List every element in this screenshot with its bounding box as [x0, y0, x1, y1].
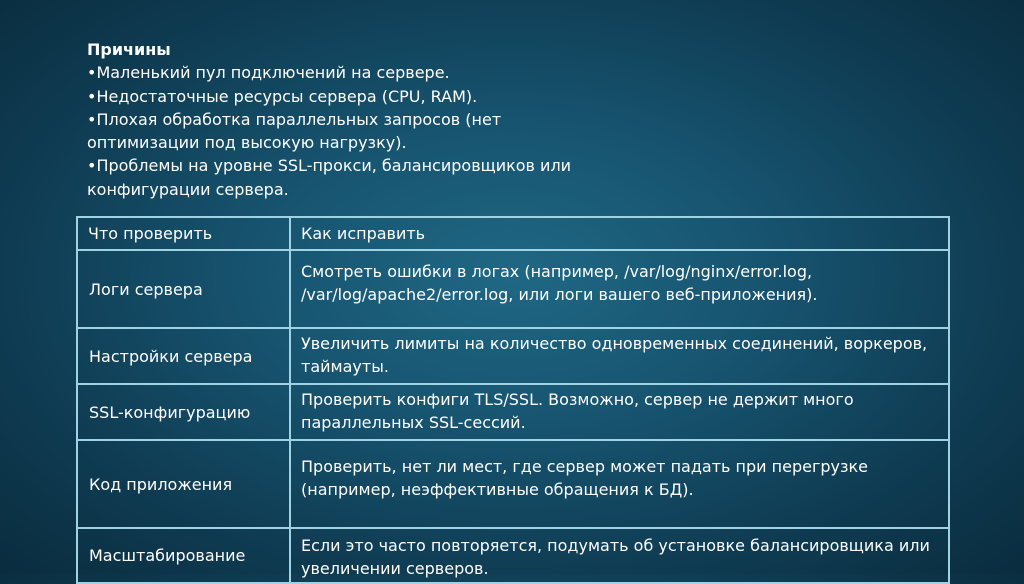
table-row — [77, 250, 949, 328]
table-header-row — [77, 217, 949, 250]
cell-how-line: таймауты. — [301, 357, 389, 376]
column-header-how: Как исправить — [290, 217, 949, 250]
cell-how — [290, 440, 949, 528]
table-row — [77, 528, 949, 583]
cell-what: Настройки сервера — [77, 328, 290, 384]
column-header-what: Что проверить — [77, 217, 290, 250]
cell-what: Масштабирование — [77, 528, 290, 583]
cell-how-line: Проверить, нет ли мест, где сервер может падать при перегрузке — [301, 457, 869, 476]
cell-how-line: увеличении серверов. — [301, 559, 489, 578]
cell-how — [290, 250, 949, 328]
cell-what: Логи сервера — [77, 250, 290, 328]
cell-how — [290, 528, 949, 583]
cause-item: •Маленький пул подключений на сервере. — [87, 63, 450, 83]
cell-how-line: /var/log/apache2/error.log, или логи вашего веб-приложения). — [301, 285, 818, 304]
causes-block — [87, 38, 647, 201]
cause-item: •Плохая обработка параллельных запросов (нет — [87, 109, 502, 129]
cause-item: •Недостаточные ресурсы сервера (CPU, RAM). — [87, 86, 478, 106]
cell-what: SSL-конфигурацию — [77, 384, 290, 440]
cell-how-line: Если это часто повторяется, подумать об установке балансировщика или — [301, 536, 930, 555]
cell-how-line: Проверить конфиги TLS/SSL. Возможно, сервер не держит много — [301, 390, 854, 409]
cause-item-continuation: оптимизации под высокую нагрузку). — [87, 133, 407, 153]
table-row — [77, 440, 949, 528]
check-fix-table — [76, 216, 950, 584]
table-row — [77, 384, 949, 440]
cell-how-line: параллельных SSL-сессий. — [301, 413, 526, 432]
cell-how — [290, 384, 949, 440]
table-row — [77, 328, 949, 384]
cell-how-line: Увеличить лимиты на количество одновременных соединений, воркеров, — [301, 334, 928, 353]
causes-heading: Причины — [87, 40, 171, 59]
cause-item: •Проблемы на уровне SSL-прокси, балансировщиков или — [87, 156, 572, 176]
cell-how-line: (например, неэффективные обращения к БД). — [301, 480, 694, 499]
cell-what: Код приложения — [77, 440, 290, 528]
cell-how — [290, 328, 949, 384]
cell-how-line: Смотреть ошибки в логах (например, /var/log/nginx/error.log, — [301, 262, 813, 281]
cause-item-continuation: конфигурации сервера. — [87, 179, 289, 199]
